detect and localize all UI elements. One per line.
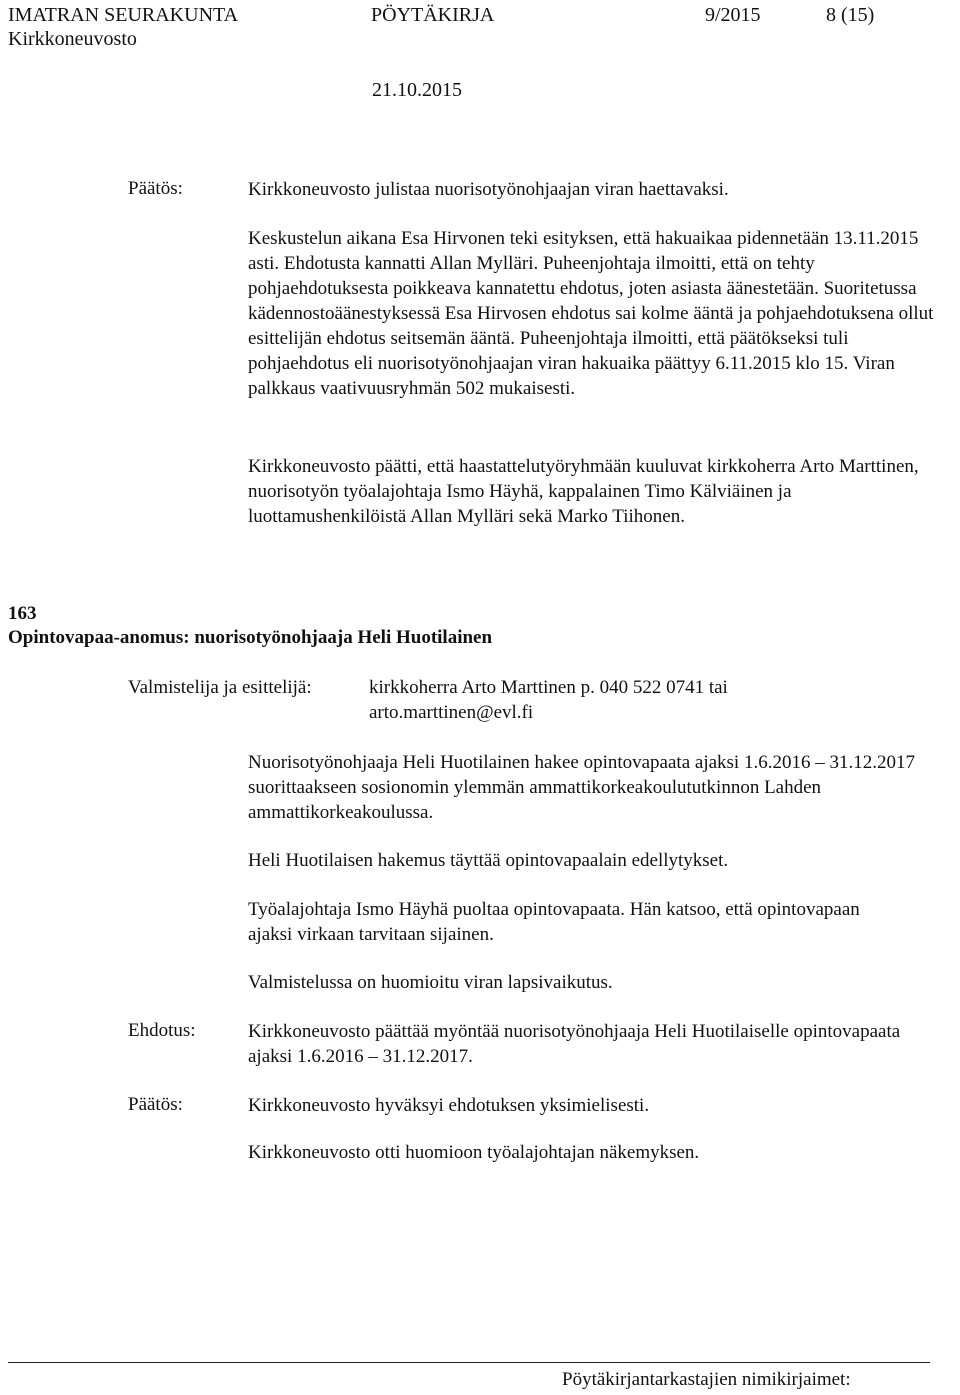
org-name: IMATRAN SEURAKUNTA: [8, 4, 239, 26]
preparer-line: kirkkoherra Arto Marttinen p. 040 522 0741 tai: [369, 677, 728, 698]
interview-group-paragraph: Kirkkoneuvosto päätti, että haastattelutyöryhmään kuuluvat kirkkoherra Arto Marttinen, nuorisotyön työalajohtaja Ismo Häyhä, kappalainen Timo Kälviäinen ja luottamushenkilöistä Allan Mylläri sekä Marko Tiihonen.: [248, 456, 919, 527]
page-number: 8 (15): [826, 4, 875, 26]
preparer-label: Valmistelija ja esittelijä:: [128, 677, 312, 698]
signature-line: [8, 1362, 930, 1363]
signature-label: Pöytäkirjantarkastajien nimikirjaimet:: [562, 1369, 851, 1390]
supervisor-paragraph: Työalajohtaja Ismo Häyhä puoltaa opintovapaata. Hän katsoo, että opintovapaan ajaksi virkaan tarvitaan sijainen.: [248, 899, 860, 945]
decision-text: Kirkkoneuvosto julistaa nuorisotyönohjaajan viran haettavaksi.: [248, 179, 729, 200]
discussion-paragraph: Keskustelun aikana Esa Hirvonen teki esityksen, että hakuaikaa pidennetään 13.11.2015 asti. Ehdotusta kannatti Allan Mylläri. Puheenjohtaja ilmoitti, että on tehty pohjaehdotuksesta poikkeava kannatettu ehdotus, joten asiasta äänestetään. Suoritetussa kädennostoäänestyksessä Esa Hirvosen ehdotus sai kolme ääntä ja pohjaehdotuksena ollut esittelijän ehdotus seitsemän ääntä. Puheenjohtaja ilmoitti, että päätökseksi tuli pohjaehdotus eli nuorisotyönohjaajan viran hakuaika päättyy 6.11.2015 klo 15. Viran palkkaus vaativuusryhmän 502 mukaisesti.: [248, 228, 934, 399]
proposal-text: Kirkkoneuvosto päättää myöntää nuorisotyönohjaaja Heli Huotilaiselle opintovapaata ajaksi 1.6.2016 – 31.12.2017.: [248, 1021, 901, 1067]
section-title: Opintovapaa-anomus: nuorisotyönohjaaja Heli Huotilainen: [8, 627, 493, 648]
application-paragraph: Nuorisotyönohjaaja Heli Huotilainen hakee opintovapaata ajaksi 1.6.2016 – 31.12.2017 suorittaakseen sosionomin ylemmän ammattikorkeakoulututkinnon Lahden ammattikorkeakoulussa.: [248, 752, 915, 823]
note-paragraph: Kirkkoneuvosto otti huomioon työalajohtajan näkemyksen.: [248, 1142, 700, 1163]
meeting-date: 21.10.2015: [372, 79, 462, 101]
governing-body: Kirkkoneuvosto: [8, 28, 137, 50]
preparer-email: arto.marttinen@evl.fi: [369, 702, 534, 723]
decision-text-2: Kirkkoneuvosto hyväksyi ehdotuksen yksimielisesti.: [248, 1095, 650, 1116]
document-type: PÖYTÄKIRJA: [371, 4, 495, 26]
eligibility-paragraph: Heli Huotilaisen hakemus täyttää opintovapaalain edellytykset.: [248, 850, 729, 871]
decision-label-2: Päätös:: [128, 1094, 183, 1115]
section-number: 163: [8, 603, 37, 624]
proposal-label: Ehdotus:: [128, 1020, 196, 1041]
document-number: 9/2015: [705, 4, 761, 26]
decision-label: Päätös:: [128, 178, 183, 199]
child-impact-paragraph: Valmistelussa on huomioitu viran lapsivaikutus.: [248, 972, 613, 993]
